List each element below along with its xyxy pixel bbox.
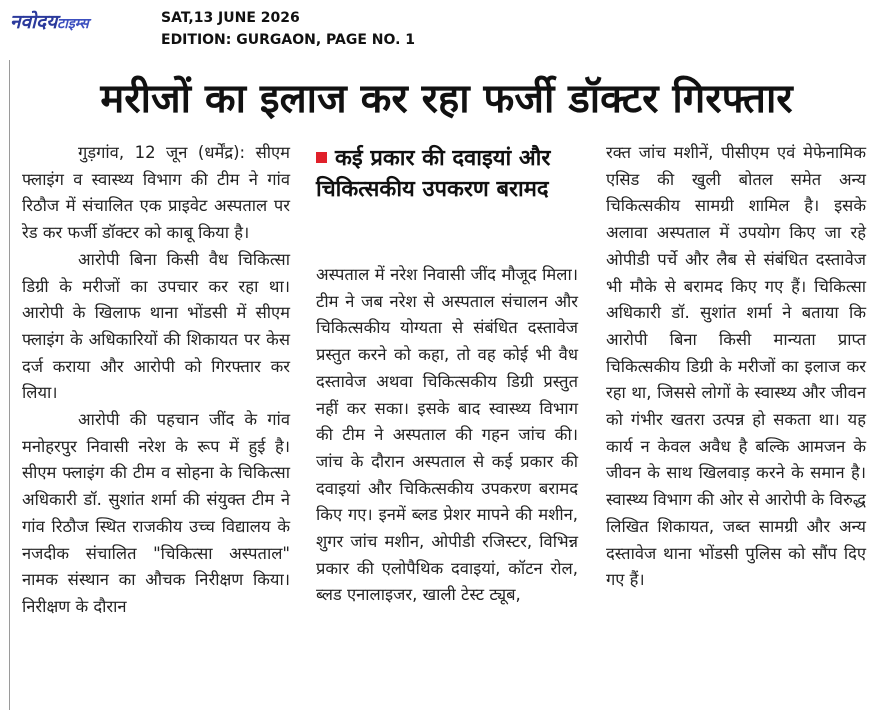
paragraph: अस्पताल में नरेश निवासी जींद मौजूद मिला। टीम ने जब नरेश से अस्पताल संचालन और चिकित्सकीय योग्यता से संबंधित दस्तावेज प्रस्तुत करने को कहा, तो वह कोई भी वैध दस्तावेज अथवा चिकित्सकीय डिग्री प्रस्तुत नहीं कर सका। इसके बाद स्वास्थ्य विभाग की टीम ने अस्पताल की गहन जांच की। जांच के दौरान अस्पताल से कई प्रकार की दवाइयां और चिकित्सकीय उपकरण बरामद किए गए। इनमें ब्लड प्रेशर मापने की मशीन, शुगर जांच मशीन, ओपीडी रजिस्टर, विभिन्न प्रकार की एलोपैथिक दवाइयां, कॉटन रोल, ब्लड एनालाइजर, खाली टेस्ट ट्यूब, <box>316 265 578 605</box>
newspaper-logo[interactable] <box>10 8 89 34</box>
issue-date: SAT,13 JUNE 2026 <box>161 10 300 26</box>
article-column-1 <box>22 140 290 621</box>
edition-info <box>161 7 415 51</box>
logo-main-text: नवोदय <box>10 11 58 33</box>
edition-page: EDITION: GURGAON, PAGE NO. 1 <box>161 32 416 48</box>
article-column-2 <box>316 262 578 609</box>
paragraph: रक्त जांच मशीनें, पीसीएम एवं मेफेनामिक एसिड की खुली बोतल समेत अन्य चिकित्सकीय सामग्री शामिल है। इसके अलावा अस्पताल में उपयोग किए जा रहे ओपीडी पर्चे और लैब से संबंधित दस्तावेज भी मौके से बरामद किए गए हैं। चिकित्सा अधिकारी डॉ. सुशांत शर्मा ने बताया कि आरोपी बिना किसी मान्यता प्राप्त चिकित्सकीय डिग्री के मरीजों का इलाज कर रहा था, जिससे लोगों के स्वास्थ्य और जीवन को गंभीर खतरा उत्पन्न हो सकता था। यह कार्य न केवल अवैध है बल्कि आमजन के जीवन के साथ खिलवाड़ करने के समान है। स्वास्थ्य विभाग की ओर से आरोपी के विरुद्ध लिखित शिकायत, जब्त सामग्री और अन्य दस्तावेज थाना भोंडसी पुलिस को सौंप दिए गए हैं। <box>606 143 866 590</box>
article-headline: मरीजों का इलाज कर रहा फर्जी डॉक्टर गिरफ्तार <box>100 76 793 122</box>
paragraph: आरोपी की पहचान जींद के गांव मनोहरपुर निवासी नरेश के रूप में हुई है। सीएम फ्लाइंग की टीम व सोहना के चिकित्सा अधिकारी डॉ. सुशांत शर्मा की संयुक्त टीम ने गांव रिठौज स्थित राजकीय उच्च विद्यालय के नजदीक संचालित "चिकित्सा अस्पताल" नामक संस्थान का औचक निरीक्षण किया। निरीक्षण के दौरान <box>22 410 290 616</box>
masthead-bar <box>0 0 893 56</box>
newspaper-clipping <box>0 56 893 712</box>
article-column-3 <box>606 140 866 594</box>
subheading-text: कई प्रकार की दवाइयां और चिकित्सकीय उपकरण बरामद <box>316 146 551 202</box>
paragraph: गुड़गांव, 12 जून (धर्मेंद्र): सीएम फ्लाइंग व स्वास्थ्य विभाग की टीम ने गांव रिठौज में संचालित एक प्राइवेट अस्पताल पर रेड कर फर्जी डॉक्टर को काबू किया है। <box>22 143 290 243</box>
article-subheading <box>316 143 578 205</box>
left-margin-rule <box>9 60 10 710</box>
paragraph: आरोपी बिना किसी वैध चिकित्सा डिग्री के मरीजों का उपचार कर रहा था। आरोपी के खिलाफ थाना भोंडसी में सीएम फ्लाइंग के अधिकारियों की शिकायत पर केस दर्ज कराया और आरोपी को गिरफ्तार कर लिया। <box>22 249 290 403</box>
logo-sub-text: टाइम्स <box>57 16 89 32</box>
red-square-bullet-icon <box>316 152 327 163</box>
